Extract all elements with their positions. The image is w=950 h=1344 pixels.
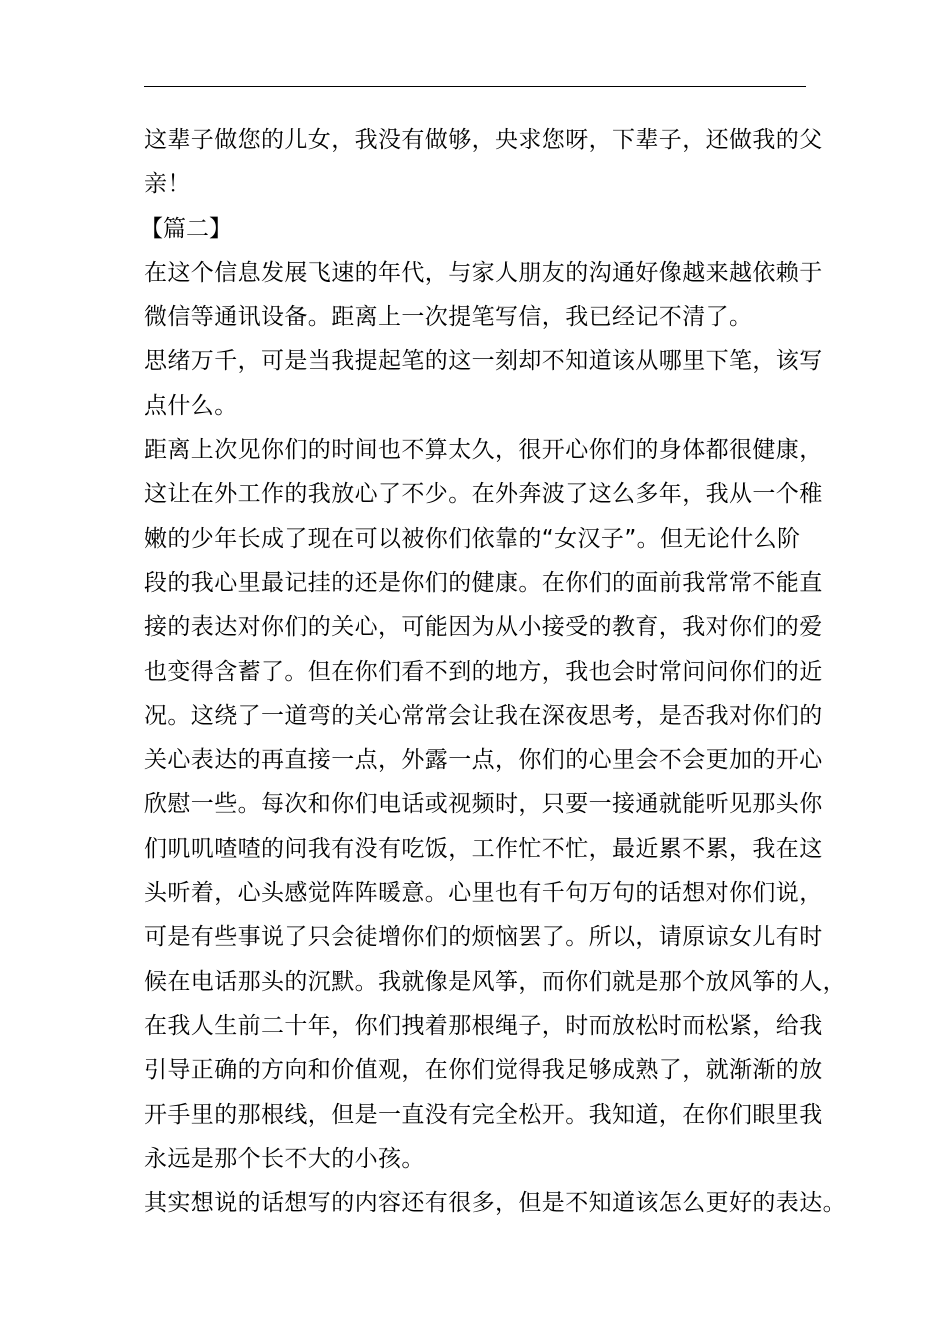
text-line: 点什么。 (144, 392, 238, 419)
header-divider (144, 86, 806, 87)
text-line: 这辈子做您的儿女，我没有做够，央求您呀，下辈子，还做我的父 (144, 127, 823, 153)
paragraph-closing-wish (144, 118, 822, 207)
text-line: 距离上次见你们的时间也不算太久，很开心你们的身体都很健康， (144, 437, 823, 464)
text-line: 段的我心里最记挂的还是你们的健康。在你们的面前我常常不能直 (144, 569, 823, 596)
text-line: 在我人生前二十年，你们拽着那根绳子，时而放松时而松紧，给我 (144, 1012, 823, 1039)
text-line: 关心表达的再直接一点，外露一点，你们的心里会不会更加的开心 (144, 747, 823, 774)
text-line: 头听着，心头感觉阵阵暖意。心里也有千句万句的话想对你们说， (144, 880, 823, 907)
paragraph-final (144, 1181, 846, 1225)
text-line: 们叽叽喳喳的问我有没有吃饭，工作忙不忙，最近累不累，我在这 (144, 835, 823, 862)
text-line: 永远是那个长不大的小孩。 (144, 1145, 425, 1172)
document-body (140, 118, 846, 1225)
text-line: 这让在外工作的我放心了不少。在外奔波了这么多年，我从一个稚 (144, 481, 823, 508)
text-line: 嫩的少年长成了现在可以被你们依靠的“女汉子”。但无论什么阶 (144, 525, 801, 552)
text-line: 亲！ (144, 171, 191, 198)
section-heading: 【篇二】 (140, 215, 232, 242)
text-line: 也变得含蓄了。但在你们看不到的地方，我也会时常问问你们的近 (144, 658, 823, 685)
text-line: 况。这绕了一道弯的关心常常会让我在深夜思考，是否我对你们的 (144, 702, 823, 729)
text-line: 接的表达对你们的关心，可能因为从小接受的教育，我对你们的爱 (144, 614, 823, 641)
paragraph-thoughts (144, 339, 822, 428)
text-line: 开手里的那根线，但是一直没有完全松开。我知道，在你们眼里我 (144, 1101, 823, 1128)
paragraph-intro (144, 251, 822, 340)
text-line: 思绪万千，可是当我提起笔的这一刻却不知道该从哪里下笔，该写 (144, 348, 823, 375)
text-line: 候在电话那头的沉默。我就像是风筝，而你们就是那个放风筝的人， (144, 968, 846, 995)
text-line: 可是有些事说了只会徒增你们的烦恼罢了。所以，请原谅女儿有时 (144, 924, 823, 951)
paragraph-main (144, 428, 846, 1181)
text-line: 其实想说的话想写的内容还有很多，但是不知道该怎么更好的表达。 (144, 1190, 846, 1217)
text-line: 在这个信息发展飞速的年代，与家人朋友的沟通好像越来越依赖于 (144, 259, 823, 286)
text-line: 微信等通讯设备。距离上一次提笔写信，我已经记不清了。 (144, 304, 753, 331)
text-line: 欣慰一些。每次和你们电话或视频时，只要一接通就能听见那头你 (144, 791, 823, 818)
text-line: 引导正确的方向和价值观，在你们觉得我足够成熟了，就渐渐的放 (144, 1057, 823, 1084)
